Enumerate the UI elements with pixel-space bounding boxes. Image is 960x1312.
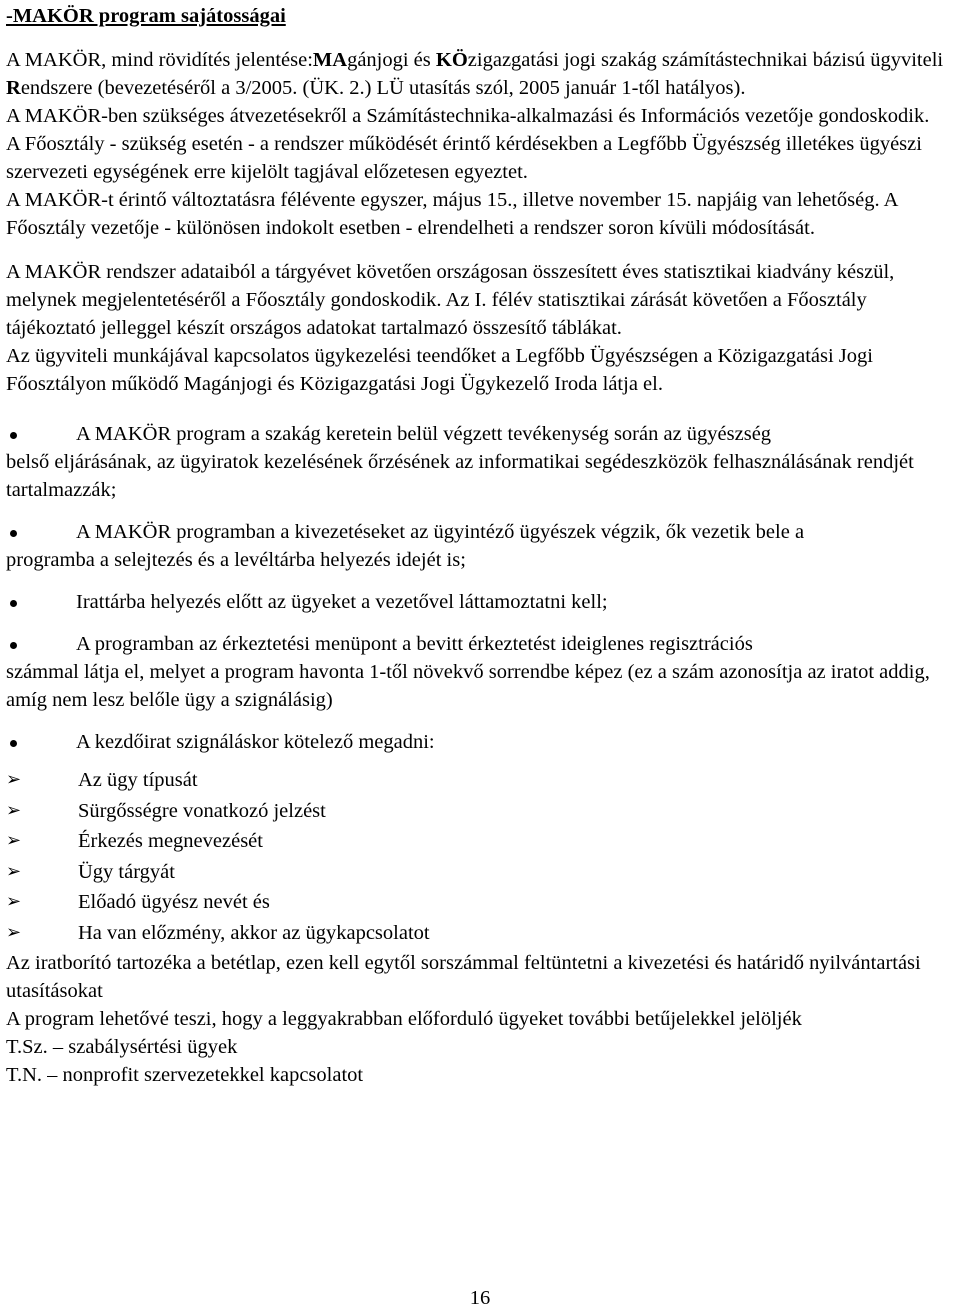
intro-text-2: gánjogi és	[347, 49, 436, 71]
arrow-right-icon: ➢	[6, 799, 22, 821]
intro-bold-r: R	[6, 77, 21, 99]
arrow-item-text: Érkezés megnevezését	[78, 830, 263, 852]
arrow-item-text: Sürgősségre vonatkozó jelzést	[78, 799, 326, 822]
bullet-dot-icon	[8, 420, 17, 448]
arrow-list-item	[6, 797, 956, 828]
arrow-right-icon: ➢	[6, 830, 22, 851]
bullet-first-line: A kezdőirat szignáláskor kötelező megadni:	[76, 731, 435, 753]
intro-bold-ma: MA	[312, 49, 348, 71]
arrow-right-icon: ➢	[6, 891, 22, 912]
arrow-list	[6, 766, 956, 949]
bullet-item	[6, 518, 956, 574]
bullet-item	[6, 728, 956, 756]
arrow-item-text: Az ügy típusát	[78, 769, 198, 791]
arrow-item-text: Ha van előzmény, akkor az ügykapcsolatot	[78, 921, 430, 944]
paragraph-atvezetes: A MAKÖR-ben szükséges átvezetésekről a Számítástechnika-alkalmazási és Információs vezetője gondoskodik.	[6, 105, 930, 127]
page-number: 16	[469, 1287, 491, 1309]
arrow-item-text: Előadó ügyész nevét és	[78, 891, 270, 913]
paragraph-betujel: A program lehetővé teszi, hogy a leggyakrabban előforduló ügyeket további betűjelekkel jelöljék	[6, 1008, 802, 1030]
bullet-continuation: számmal látja el, melyet a program havonta 1-től növekvő sorrendbe képez (ez a szám azonosítja az iratot addig, amíg nem lesz belőle ügy a szignálásig)	[6, 661, 930, 711]
bullet-dot-icon	[8, 728, 17, 756]
bullet-continuation: programba a selejtezés és a levéltárba helyezés idejét is;	[6, 549, 466, 571]
intro-text-4: endszere (bevezetéséről a 3/2005. (ÜK. 2.) LÜ utasítás szól, 2005 január 1-től hatályos).	[20, 77, 746, 99]
bullet-first-line: A MAKÖR programban a kivezetéseket az ügyintéző ügyészek végzik, ők vezetik bele a	[76, 521, 805, 543]
paragraph-statisztika: A MAKÖR rendszer adataiból a tárgyévet követően országosan összesített éves statisztikai kiadvány készül, melynek megjelentetéséről a Főosztály gondoskodik. Az I. félév statisztikai zárását követően a Főosztály tájékoztató jelleggel készít országos adatokat tartalmazó összesítő táblákat.	[6, 261, 895, 339]
arrow-item-text: Ügy tárgyát	[78, 860, 175, 883]
bullet-continuation: belső eljárásának, az ügyiratok kezelésének őrzésének az informatikai segédeszközök felhasználásának rendjét tartalmazzák;	[6, 451, 914, 501]
document-page	[6, 2, 956, 1089]
bullet-first-line: A MAKÖR program a szakág keretein belül végzett tevékenység során az ügyészség	[76, 423, 772, 445]
bullet-item	[6, 420, 956, 504]
abbreviation-tsz: T.Sz. – szabálysértési ügyek	[6, 1036, 238, 1058]
bullet-dot-icon	[8, 588, 17, 616]
bullet-item	[6, 588, 956, 616]
bullet-list	[6, 420, 956, 756]
arrow-list-item	[6, 919, 956, 950]
intro-bold-ko: KÖ	[435, 49, 468, 71]
paragraph-foosztaly: A Főosztály - szükség esetén - a rendszer működését érintő kérdésekben a Legfőbb Ügyészség illetékes ügyészi szervezeti egységének erre kijelölt tagjával előzetesen egyeztet.	[6, 133, 922, 183]
arrow-list-item	[6, 888, 956, 919]
bullet-first-line: Irattárba helyezés előtt az ügyeket a vezetővel láttamoztatni kell;	[76, 591, 608, 613]
page-title: -MAKÖR program sajátosságai	[6, 5, 286, 27]
arrow-right-icon: ➢	[6, 921, 22, 943]
bullet-item	[6, 630, 956, 714]
intro-text-3: zigazgatási jogi szakág számítástechnikai bázisú ügyviteli	[467, 49, 944, 71]
intro-text-1: A MAKÖR, mind rövidítés jelentése:	[6, 49, 313, 71]
paragraph-valtoztatas: A MAKÖR-t érintő változtatásra félévente egyszer, május 15., illetve november 15. napjáig van lehetőség. A Főosztály vezetője - különösen indokolt esetben - elrendelheti a rendszer soron kívüli módosítását.	[6, 189, 898, 239]
arrow-right-icon: ➢	[6, 769, 22, 790]
arrow-list-item	[6, 766, 956, 797]
abbreviation-tn: T.N. – nonprofit szervezetekkel kapcsolatot	[6, 1064, 364, 1086]
arrow-list-item	[6, 858, 956, 889]
paragraph-ugyvitel: Az ügyviteli munkájával kapcsolatos ügykezelési teendőket a Legfőbb Ügyészségen a Közigazgatási Jogi Főosztályon működő Magánjogi és Közigazgatási Jogi Ügykezelő Iroda látja el.	[6, 345, 873, 395]
bullet-dot-icon	[8, 630, 17, 658]
bullet-dot-icon	[8, 518, 17, 546]
paragraph-iratborito: Az iratborító tartozéka a betétlap, ezen kell egytől sorszámmal feltüntetni a kivezetési és határidő nyilvántartási utasításokat	[6, 952, 921, 1002]
intro-paragraph	[6, 46, 956, 102]
arrow-list-item	[6, 827, 956, 858]
arrow-right-icon: ➢	[6, 860, 22, 882]
bullet-first-line: A programban az érkeztetési menüpont a bevitt érkeztetést ideiglenes regisztrációs	[76, 633, 753, 655]
